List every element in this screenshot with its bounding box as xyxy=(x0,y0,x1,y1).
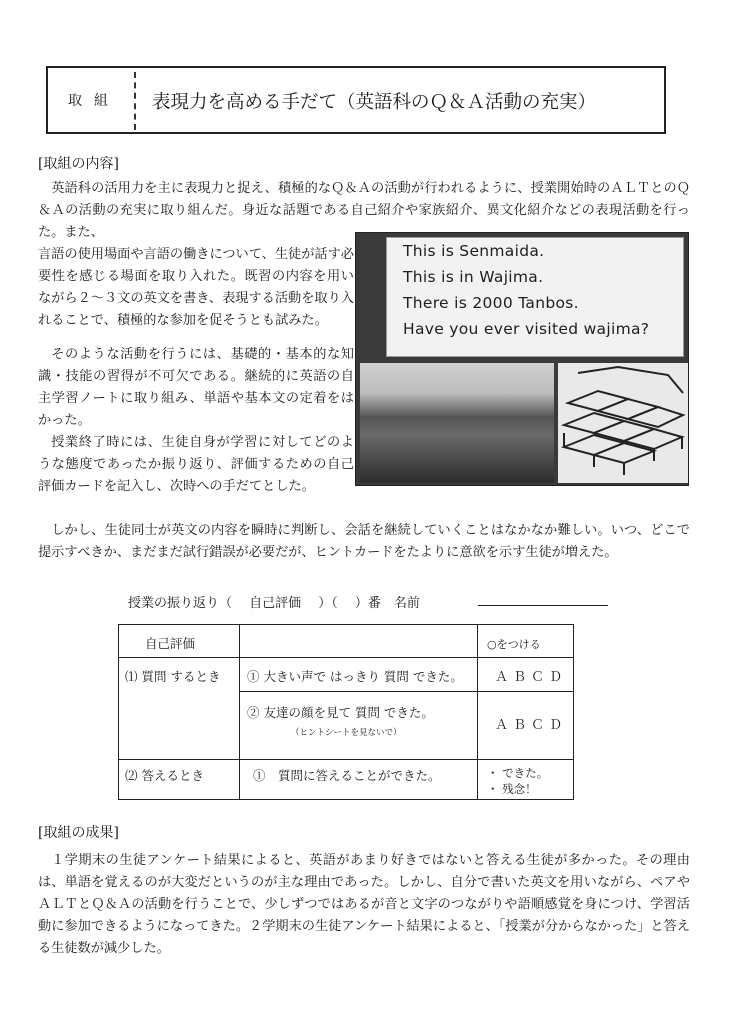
table-divider xyxy=(119,759,573,760)
rice-field-sketch xyxy=(558,363,688,483)
table-divider xyxy=(119,657,573,658)
self-evaluation-table xyxy=(118,624,574,800)
content-paragraph-2: 言語の使用場面や言語の働きについて、生徒が話す必要性を感じる場面を取り入れた。既習の内容を用いながら２〜３文の英文を書き、表現する活動を取り入れることで、積極的な参加を促そうとも試みた。 xyxy=(38,247,354,328)
table-divider xyxy=(239,691,573,692)
title-box xyxy=(46,66,666,134)
name-underline xyxy=(478,605,608,606)
photo-text-line: Have you ever visited wajima? xyxy=(403,320,650,338)
photo-text-line: There is 2000 Tanbos. xyxy=(403,294,579,312)
results-paragraph: １学期末の生徒アンケート結果によると、英語があまり好きではないと答える生徒が多かった。その理由は、単語を覚えるのが大変だというのが主な理由であった。しかし、自分で書いた英文を用いながら、ペアやＡＬＴとＱ＆Ａの活動を行うことで、少しずつではあるが音と文字のつながりや語順感覚を身につけ、学習活動に参加できるようになってきた。２学期末の生徒アンケート結果によると、「授業が分からなかった」と答える生徒数が減少した。 xyxy=(38,853,690,956)
row-item-loud-voice: ① 大きい声で はっきり 質問 できた。 xyxy=(247,669,463,684)
row-item-note: （ヒントシートを見ないで） xyxy=(291,728,402,738)
row-label-answer: ⑵ 答えるとき xyxy=(125,768,204,783)
row-label-question: ⑴ 質問 するとき xyxy=(125,669,221,684)
page-title: 表現力を高める手だて（英語科のＱ＆Ａ活動の充実） xyxy=(152,92,597,113)
row-item-answered: ① 質問に答えることができた。 xyxy=(253,768,441,783)
section-heading-results: [取組の成果] xyxy=(38,825,119,841)
content-paragraph-3: そのような活動を行うには、基礎的・基本的な知識・技能の習得が不可欠である。継続的に英語の自主学習ノートに取り組み、単語や基本文の定着をはかった。 xyxy=(38,347,354,428)
rating-options: ＡＢＣＤ xyxy=(495,718,568,733)
content-paragraph-5: しかし、生徒同士が英文の内容を瞬時に判断し、会話を継続していくことはなかなか難しい。いつ、どこで提示すべきか、まだまだ試行錯誤が必要だが、ヒントカードをたよりに意欲を示す生徒が増えた。 xyxy=(38,523,690,560)
content-paragraph-4: 授業終了時には、生徒自身が学習に対してどのような態度であったか振り返り、評価するための自己評価カードを記入し、次時への手だてとした。 xyxy=(38,435,354,494)
evaluation-caption: 授業の振り返り（ 自己評価 ）（ ）番 名前 xyxy=(128,596,420,611)
rating-options: ＡＢＣＤ xyxy=(495,670,568,685)
table-header-circle: ○をつける xyxy=(487,638,541,651)
content-paragraph-1: 英語科の活用力を主に表現力と捉え、積極的なＱ＆Ａの活動が行われるように、授業開始時のＡＬＴとのＱ＆Ａの活動の充実に取り組んだ。身近な話題である自己紹介や家族紹介、異文化紹介などの表現活動を行った。また、 xyxy=(38,181,690,240)
photo-text-line: This is in Wajima. xyxy=(403,268,544,286)
row-item-eye-contact: ② 友達の顔を見て 質問 できた。 xyxy=(247,705,434,720)
title-label: 取組 xyxy=(68,93,120,109)
photo-text-line: This is Senmaida. xyxy=(403,242,545,260)
classroom-photo xyxy=(355,232,689,486)
section-heading-content: [取組の内容] xyxy=(38,156,119,172)
table-divider xyxy=(239,625,240,799)
table-divider xyxy=(477,625,478,799)
rice-terrace-photo xyxy=(360,363,554,483)
title-divider xyxy=(134,72,136,130)
whiteboard xyxy=(386,237,684,357)
answer-option-regret: ・ 残念！ xyxy=(487,782,537,796)
table-header-self-eval: 自己評価 xyxy=(145,636,196,651)
answer-option-done: ・ できた。 xyxy=(487,766,549,780)
